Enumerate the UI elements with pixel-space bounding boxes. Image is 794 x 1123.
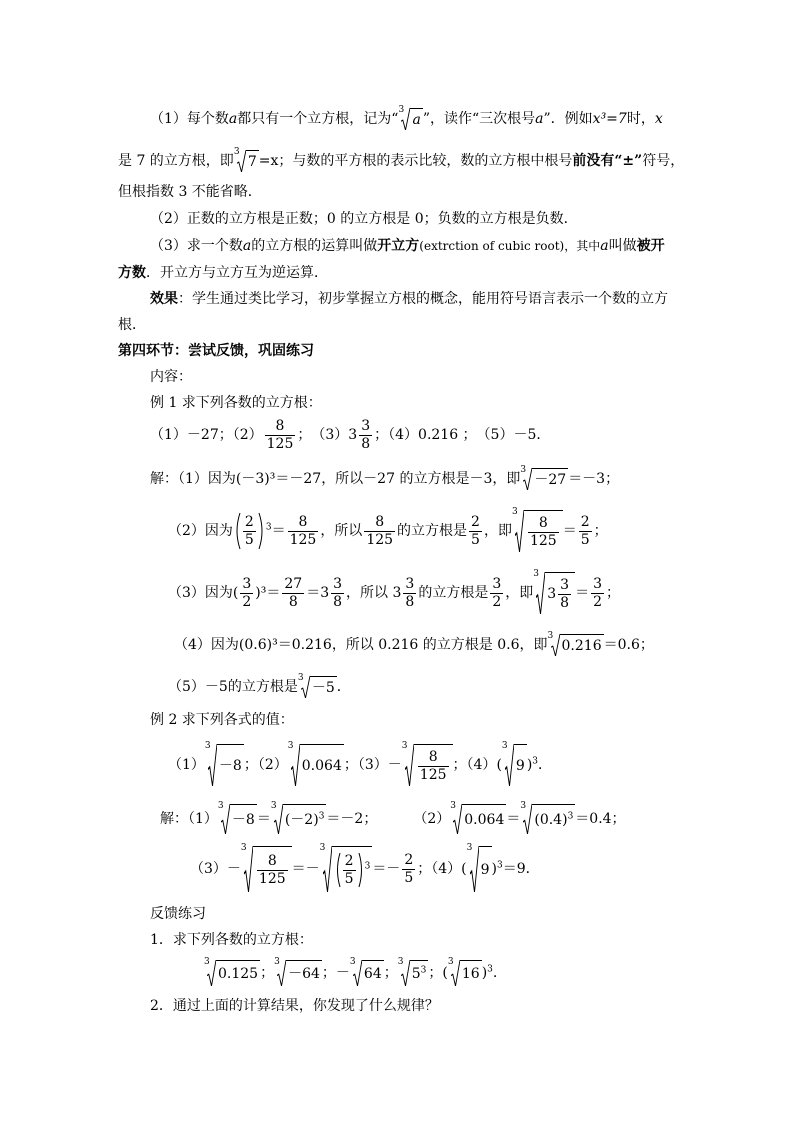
root-index: 3 [447, 957, 454, 967]
exponent: 3 [567, 811, 574, 822]
cube-root-7 [233, 147, 259, 172]
radicand: －8 [217, 744, 244, 786]
radicand: －64 [286, 960, 322, 986]
text: ＝－ [291, 861, 320, 877]
text: (extrction of cubic root)，其中 [419, 239, 601, 253]
text: （2） [413, 811, 451, 827]
numerator: 3 [593, 575, 603, 592]
text: （1）－27；（2） [150, 427, 263, 443]
fraction [331, 576, 344, 611]
base: (－2) [284, 812, 319, 828]
text: （2）因为 [168, 523, 233, 539]
text: ； [428, 965, 443, 981]
fraction [579, 514, 592, 549]
exponent: 3 [532, 756, 539, 767]
text: （3）求一个数 [150, 238, 243, 254]
radicand: 0.064 [300, 744, 344, 786]
var-a: a [242, 238, 252, 254]
text: 都只有一个立方根，记为“ [237, 111, 399, 127]
text: ＝ [575, 585, 590, 601]
root-index: 3 [398, 105, 405, 115]
text: ＝0.6； [603, 637, 654, 653]
para-1-line-2 [118, 147, 685, 172]
text: ，所以－27 的立方根是－3，即 [321, 471, 521, 487]
fraction [591, 576, 604, 611]
text: 符号， [642, 153, 685, 169]
solution-2-line-2: （3）－ 3 $\frac{8}{125}$ ＝－ 3 $\frac{2}{5}$ $^3$ ＝－ $\frac{2}{5}$ ；（4）( 3 9 )$^3$＝9． [190, 846, 540, 892]
fraction [359, 418, 372, 453]
numerator: 2 [244, 513, 254, 530]
radical-sign [207, 960, 216, 986]
para-3-line-1 [150, 236, 665, 256]
solution-1-line-2 [168, 507, 608, 552]
root-index: 3 [397, 957, 404, 967]
cube-root-a [398, 105, 422, 130]
text: ；（4） [452, 757, 497, 773]
root-index: 3 [401, 741, 408, 751]
text: 是 7 的立方根，即 [118, 153, 234, 169]
denominator: 5 [580, 531, 590, 548]
text: 解：（1） [160, 811, 218, 827]
radical-sign [301, 676, 310, 698]
numerator: 8 [364, 514, 395, 532]
solution-2-line-1 [160, 801, 626, 834]
var-a: a [600, 238, 609, 254]
numerator: 8 [265, 418, 296, 436]
radical-sign [453, 804, 462, 834]
term-fangshu: 方数 [118, 265, 146, 281]
right-paren [358, 852, 365, 888]
fraction [469, 514, 482, 549]
fraction [257, 853, 288, 888]
equation: (－3)³＝－27 [235, 471, 322, 487]
text: 例 2 求下列各式的值： [150, 712, 294, 728]
fraction [240, 576, 253, 611]
denominator: 125 [366, 531, 394, 548]
exponent: 3 [420, 965, 427, 976]
radicand [253, 846, 292, 892]
text: （4）因为 [174, 637, 239, 653]
radicand: 7 [246, 150, 259, 172]
denominator: 8 [288, 593, 298, 610]
radical-sign [221, 804, 230, 834]
text: 的立方根是 [397, 523, 468, 539]
radical-sign [405, 744, 414, 786]
radicand: a [410, 108, 422, 130]
example-2-items: （1） 3 －8 ；（2） 3 0.064 ；（3）－ 3 $\frac{8}{125}$ ；（4）( 3 9 )$^3$． [168, 744, 552, 786]
text: ，即 [483, 523, 512, 539]
radicand: 0.216 [560, 634, 604, 656]
denominator: 2 [242, 593, 252, 610]
fraction [402, 852, 415, 887]
text: 3 [547, 586, 557, 602]
root-index: 3 [511, 507, 518, 517]
text: ＝ [256, 811, 271, 827]
exponent: 3 [318, 811, 325, 822]
cube-root [547, 631, 604, 656]
radicand [532, 804, 575, 834]
fraction [490, 576, 503, 611]
text: ；（4） [417, 861, 462, 877]
text: )³＝ [255, 585, 281, 601]
effect-line-1 [150, 289, 668, 309]
radical-sign [237, 150, 246, 172]
radical-sign [505, 744, 514, 786]
cube-root [520, 465, 568, 490]
cube-root [240, 843, 292, 892]
text: ． [336, 679, 351, 695]
cube-root [520, 801, 575, 834]
numerator: 2 [471, 513, 480, 530]
denominator: 8 [405, 593, 415, 610]
fraction [418, 749, 449, 784]
question-2 [150, 996, 439, 1016]
text: ； [383, 965, 398, 981]
example-1-items [150, 417, 550, 453]
text: ；（3）－ [343, 757, 402, 773]
radical-sign [208, 744, 217, 786]
cube-root [447, 957, 482, 986]
text: ＝9． [502, 861, 540, 877]
text: 解：（1）因为 [150, 471, 236, 487]
root-index: 3 [233, 147, 240, 157]
root-index: 3 [240, 843, 247, 853]
denominator: 125 [289, 531, 317, 548]
text: ；（4）0.216 ； （5）－5． [374, 427, 551, 443]
text: ，即 [505, 585, 534, 601]
radicand: 0.064 [462, 804, 506, 834]
text: ”．例如 [543, 111, 593, 127]
left-paren [334, 852, 341, 888]
example-1-title [150, 393, 322, 413]
radical-sign [523, 804, 532, 834]
denominator: 8 [361, 435, 371, 452]
solution-1-line-1 [150, 465, 620, 490]
emphasis: 前没有“±” [572, 153, 643, 169]
exponent: 3 [265, 522, 272, 533]
root-index: 3 [287, 741, 294, 751]
text: ＝0.4； [575, 811, 626, 827]
radicand: －5 [310, 676, 337, 698]
numerator: 3 [242, 575, 252, 592]
radicand: －27 [532, 468, 568, 490]
fraction [343, 853, 356, 888]
text: 1．求下列各数的立方根： [150, 932, 313, 948]
numerator: 8 [288, 514, 319, 532]
radicand: 0.125 [216, 960, 260, 986]
numerator: 27 [284, 575, 303, 592]
text: （3）－ [190, 861, 241, 877]
term-kailifang: 开立方 [377, 238, 420, 254]
feedback-heading [150, 904, 206, 924]
cube-root [401, 741, 453, 786]
question-1-items: 3 0.125 ； 3 －64 ；－ 3 64 ； 3 $5^3$ ；( 3 16 )$^3$. [204, 960, 497, 986]
root-index: 3 [533, 569, 539, 579]
fraction [282, 576, 304, 611]
exponent: 3 [364, 861, 371, 872]
denominator: 125 [258, 870, 286, 887]
fraction [528, 515, 559, 550]
cube-root [450, 801, 506, 834]
numerator: 2 [344, 852, 354, 869]
effect-line-2 [118, 315, 146, 335]
text: 2．通过上面的计算结果，你发现了什么规律？ [150, 998, 439, 1014]
equation: (0.6)³＝0.216 [238, 637, 332, 653]
text: ：学生通过类比学习，初步掌握立方根的概念，能用符号语言表示一个数的立方 [178, 291, 668, 307]
radicand [283, 804, 327, 834]
text: （3）因为( [168, 585, 239, 601]
example-2-title [150, 710, 294, 730]
text: 但根指数 3 不能省略． [118, 184, 262, 200]
root-index: 3 [501, 741, 508, 751]
radicand: 64 [362, 960, 384, 986]
text: （5）－5的立方根是 [168, 679, 298, 695]
radical-sign [536, 572, 545, 614]
denominator: 5 [471, 531, 480, 548]
cube-root [501, 741, 527, 786]
radical-sign [470, 846, 479, 892]
text: ＝－ [372, 861, 401, 877]
section-heading [118, 341, 314, 361]
numerator: 3 [405, 575, 415, 592]
root-index: 3 [520, 465, 527, 475]
equation: x³=7 [592, 111, 627, 127]
radical-sign [291, 744, 300, 786]
root-index: 3 [319, 843, 326, 853]
radical-sign [515, 510, 524, 552]
radicand [524, 510, 563, 552]
denominator: 8 [333, 593, 343, 610]
text: ＝ [506, 811, 521, 827]
cube-root [297, 673, 337, 698]
text: ； [260, 965, 275, 981]
solution-1-line-5 [168, 673, 351, 698]
text: ；（2） [243, 757, 288, 773]
label-effect: 效果 [150, 291, 178, 307]
text: 反馈练习 [150, 906, 206, 922]
text: 第四环节：尝试反馈，巩固练习 [118, 343, 314, 359]
para-3-line-2 [118, 263, 328, 283]
term-beikaifang: 被开 [636, 238, 665, 254]
para-2 [150, 209, 578, 229]
numerator: 8 [418, 749, 449, 767]
radical-sign [277, 960, 286, 986]
text: 例 1 求下列各数的立方根： [150, 395, 322, 411]
base: 5 [411, 966, 421, 982]
denominator: 2 [492, 593, 502, 610]
denominator: 5 [404, 869, 414, 886]
numerator: 3 [361, 417, 371, 434]
radicand: 9 [514, 744, 527, 786]
text: . [492, 965, 498, 981]
numerator: 2 [404, 851, 414, 868]
text: （1）每个数 [150, 111, 229, 127]
root-index: 3 [204, 957, 210, 967]
text: ，所以 [320, 523, 363, 539]
fraction [265, 418, 296, 453]
text: ＝－3； [568, 471, 620, 487]
exponent: 3 [497, 860, 503, 871]
content-label [150, 367, 192, 387]
exponent: 3 [487, 964, 493, 975]
radical-sign [551, 634, 560, 656]
root-index: 3 [349, 957, 356, 967]
para-1-line-3 [118, 182, 262, 202]
text: ＝3 [306, 585, 330, 601]
cube-root [204, 741, 244, 786]
cube-root [533, 569, 575, 614]
radicand: 16 [460, 960, 482, 986]
radical-sign [401, 960, 410, 986]
cube-root [270, 801, 327, 834]
left-paren [233, 512, 241, 550]
radicand [332, 846, 373, 892]
paren-fraction-power [233, 511, 266, 551]
text: 叫做 [608, 238, 637, 254]
numerator: 8 [528, 515, 559, 533]
denominator: 5 [244, 531, 254, 548]
denominator: 8 [560, 594, 570, 611]
radical-sign [451, 960, 460, 986]
var-x: x [654, 111, 663, 127]
radicand [545, 572, 575, 614]
text: ； （3）3 [297, 427, 358, 443]
denominator: 125 [419, 766, 447, 783]
text: ． [538, 757, 553, 773]
radicand: 9 [479, 846, 492, 892]
text: ；－ [321, 965, 350, 981]
text: ＝ [562, 523, 577, 539]
cube-root [319, 843, 373, 892]
numerator: 3 [560, 576, 570, 593]
text: 的立方根的运算叫做 [251, 238, 378, 254]
text: ； [606, 585, 621, 601]
root-index: 3 [204, 741, 211, 751]
var-a: a [535, 111, 544, 127]
text: ； [593, 523, 608, 539]
cube-root [466, 843, 492, 892]
root-index: 3 [466, 843, 473, 853]
base: (0.4) [534, 812, 568, 828]
denominator: 2 [593, 593, 603, 610]
root-index: 3 [520, 801, 527, 811]
fraction [403, 576, 416, 611]
text: 时， [626, 111, 655, 127]
text: ”，读作“三次根号 [422, 111, 536, 127]
root-index: 3 [297, 673, 304, 683]
numerator: 8 [257, 853, 288, 871]
numerator: 2 [580, 513, 590, 530]
para-1-line-1 [150, 105, 663, 130]
text: ，所以 0.216 的立方根是 0.6，即 [331, 637, 548, 653]
denominator: 5 [344, 870, 354, 887]
right-paren [258, 512, 266, 550]
radical-sign [523, 468, 532, 490]
fraction [243, 514, 256, 549]
cube-root [274, 957, 322, 986]
cube-root [397, 957, 429, 986]
cube-root [217, 801, 257, 834]
radicand: －8 [230, 804, 257, 834]
text: 的立方根是 [418, 585, 489, 601]
radical-sign [274, 804, 283, 834]
text: ．开立方与立方互为逆运算． [146, 265, 328, 281]
radicand [410, 960, 429, 986]
text: （2）正数的立方根是正数；0 的立方根是 0；负数的立方根是负数． [150, 211, 578, 227]
denominator: 125 [529, 532, 557, 549]
numerator: 3 [492, 575, 502, 592]
radicand [414, 744, 453, 786]
fraction [558, 577, 571, 612]
fraction [364, 514, 395, 549]
radical-sign [323, 846, 332, 892]
fraction [288, 514, 319, 549]
root-index: 3 [270, 801, 277, 811]
question-1 [150, 930, 313, 950]
solution-1-line-3 [168, 569, 621, 614]
text: （1） [168, 757, 205, 773]
cube-root [287, 741, 344, 786]
radical-sign [401, 108, 410, 130]
root-index: 3 [217, 801, 224, 811]
text: ＝ [271, 523, 286, 539]
solution-1-line-4 [174, 631, 654, 656]
cube-root [349, 957, 384, 986]
root-index: 3 [450, 801, 456, 811]
radical-sign [244, 846, 253, 892]
root-index: 3 [547, 631, 554, 641]
radical-sign [353, 960, 362, 986]
cube-root [204, 957, 260, 986]
text: =x；与数的平方根的表示比较，数的立方根中根号 [258, 153, 573, 169]
text: ＝－2； [326, 811, 378, 827]
text: 根． [118, 317, 146, 333]
var-a: a [228, 111, 238, 127]
root-index: 3 [274, 957, 280, 967]
denominator: 125 [266, 435, 294, 452]
numerator: 3 [333, 575, 343, 592]
text: ，所以 3 [346, 585, 402, 601]
text: 内容： [150, 369, 192, 385]
cube-root [511, 507, 563, 552]
